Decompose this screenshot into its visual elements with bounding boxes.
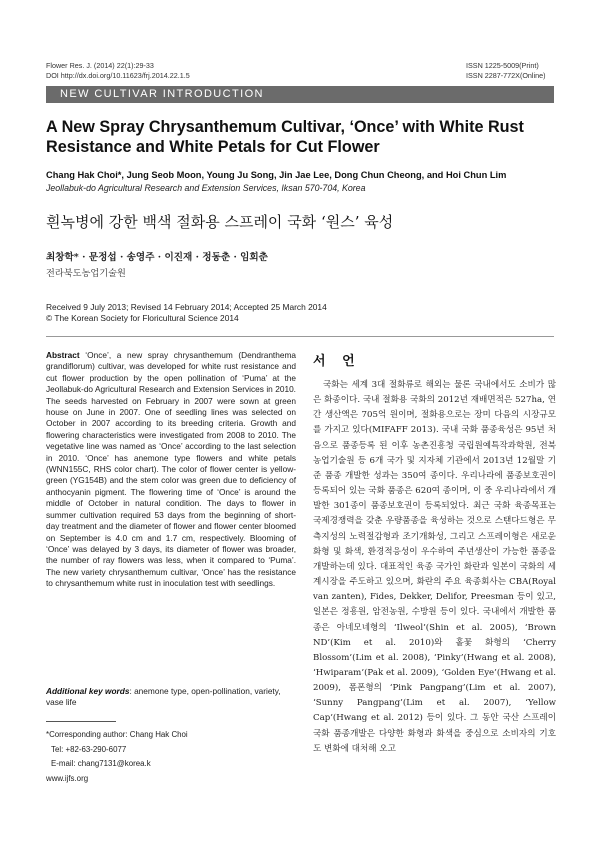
abstract-text: ‘Once’, a new spray chrysanthemum (Dendranthema grandiflorum) cultivar, was developed for white rust resistance and cut flower production by the open pollination of ‘Puma’ at the Jeollabuk-do Agricultural Research and Extension Services in 2010. The seeds harvested on February in 2007 were sown at green house on June in 2007. One of seedling lines was selected on October in 2007 according to its breeding criteria. Growth and flowering characteristics were investigated from 2008 to 2010. The vegetative line was named as ‘Once’ according to the last selection in 2010. ‘Once’ has anemone type flowers and white petals (WNN155C, RHS color chart). The color of flower center is yellow-green (YG154B) and the stem color was green due to deficiency of anthocyanin pigment. The flowering time of ‘Once’ is around the middle of October in natural condition. The days to flower in summer cultivation required 53 days from the beginning of short-day treatment and the diameter of flower and flower center bloomed on September is 4.0 cm and 1.7 cm, respectively. Blooming of ‘Once’ was delayed by 3 days, its diameter of flower was broader, the number of ray flowers was less, when it compared to ‘Puma’. The new variety chrysanthemum cultivar, ‘Once’ has the resistance to chrysanthemum white rust in inoculation test with seedlings. — [46, 350, 296, 589]
keywords-paragraph — [46, 686, 296, 709]
corresponding-author-footnote — [46, 728, 188, 786]
introduction-text: 국화는 세계 3대 절화류로 해외는 물론 국내에서도 소비가 많은 화종이다. 국내 절화용 국화의 2012년 재배면적은 527ha, 연간 생산액은 705억 원이며, 절화용으로는 장미 다음의 시장규모를 가지고 있다(MIFAFF 2013). 국내 국화 품종육성은 95년 처음으로 품종등록 된 이후 농촌진흥청 국립원예특작과학원, 전북농업기술원 등 6개 국가 및 지자체 기관에서 2013년 12월말 기준 품종 개발한 성과는 350여 종이다. 우리나라에 품종보호권이 등록되어 있는 국화 품종은 620여 종이며, 이 중 우리나라에서 개발한 301종이 품종보호권이 등록되었다. 최근 국화 육종목표는 국제경쟁력을 갖춘 우량품종을 육성하는 것으로 스탠다드형은 무측지성의 노력절감형과 조기개화성, 그리고 스프레이형은 새로운 화형 및 화색, 환경적응성이 우수하여 주년생산이 가능한 품종을 개발하는데 있다. 대표적인 육종 국가인 화란과 일본이 국화의 세계시장을 주도하고 있으며, 화란의 주요 육종회사는 CBA(Royal van zanten), Fides, Dekker, Delifor, Preesman 등이 있고, 일본은 정흥원, 암전농원, 수방원 등이 있다. 국내에서 개발한 품종은 아네모네형의 ‘Ilweol’(Shin et al. 2005), ‘Brown ND’(Kim et al. 2010)와 홑꽃 화형의 ‘Cherry Blossom’(Lim et al. 2008), ‘Pinky’(Hwang et al. 2008), ‘Hwiparam’(Pak et al. 2009), ‘Golden Eye’(Hwang et al. 2009), 폼폰형의 ‘Pink Pangpang’(Lim et al. 2007), ‘Sunny Pangpang’(Lim et al. 2007), ‘Yellow Cap’(Hwang et al. 2012) 등이 있다. 그 동안 국산 스프레이 국화 품종개발은 다양한 화형과 화색을 중심으로 소비자의 기호도 변화에 대처해 오고 — [313, 380, 556, 754]
introduction-paragraph — [313, 378, 556, 757]
keywords-label: Additional key words — [46, 686, 130, 696]
korean-title: 흰녹병에 강한 백색 절화용 스프레이 국화 ‘원스’ 육성 — [46, 213, 394, 231]
korean-author-list: 최창학* · 문정섭 · 송영주 · 이진재 · 정동춘 · 임회춘 — [46, 252, 268, 263]
affiliation: Jeollabuk-do Agricultural Research and Extension Services, Iksan 570-704, Korea — [46, 183, 366, 193]
journal-header — [46, 61, 190, 80]
doi-line[interactable]: DOI http://dx.doi.org/10.11623/frj.2014.22.1.5 — [46, 70, 190, 80]
journal-website[interactable]: www.ijfs.org — [46, 773, 89, 783]
received-dates: Received 9 July 2013; Revised 14 February 2014; Accepted 25 March 2014 — [46, 302, 327, 312]
corresponding-author: *Corresponding author: Chang Hak Choi — [46, 730, 188, 739]
abstract-label: Abstract — [46, 350, 80, 360]
issn-print: ISSN 1225-5009(Print) — [466, 61, 539, 70]
paper-title: A New Spray Chrysanthemum Cultivar, ‘Once’ with White Rust Resistance and White Petals for Cut Flower — [46, 118, 524, 156]
issn-block — [466, 61, 546, 80]
section-divider — [46, 336, 554, 337]
copyright-line: © The Korean Society for Floricultural Science 2014 — [46, 313, 239, 323]
article-type-banner — [46, 86, 554, 103]
issn-online: ISSN 2287-772X(Online) — [466, 70, 546, 80]
journal-citation: Flower Res. J. (2014) 22(1):29-33 — [46, 61, 154, 70]
introduction-heading: 서 언 — [313, 354, 361, 369]
phone-number: Tel: +82-63-290-6077 — [51, 744, 127, 754]
author-list: Chang Hak Choi*, Jung Seob Moon, Young Ju Song, Jin Jae Lee, Dong Chun Cheong, and Hoi Chun Lim — [46, 170, 507, 180]
footnote-rule — [46, 721, 116, 722]
email-address[interactable]: E-mail: chang7131@korea.k — [51, 759, 151, 768]
keywords-text: : anemone type, open-pollination, variety, vase life — [46, 686, 281, 708]
publication-dates — [46, 302, 327, 324]
korean-affiliation: 전라북도농업기술원 — [46, 268, 126, 279]
article-type-label: NEW CULTIVAR INTRODUCTION — [60, 88, 264, 100]
abstract-paragraph — [46, 350, 296, 590]
